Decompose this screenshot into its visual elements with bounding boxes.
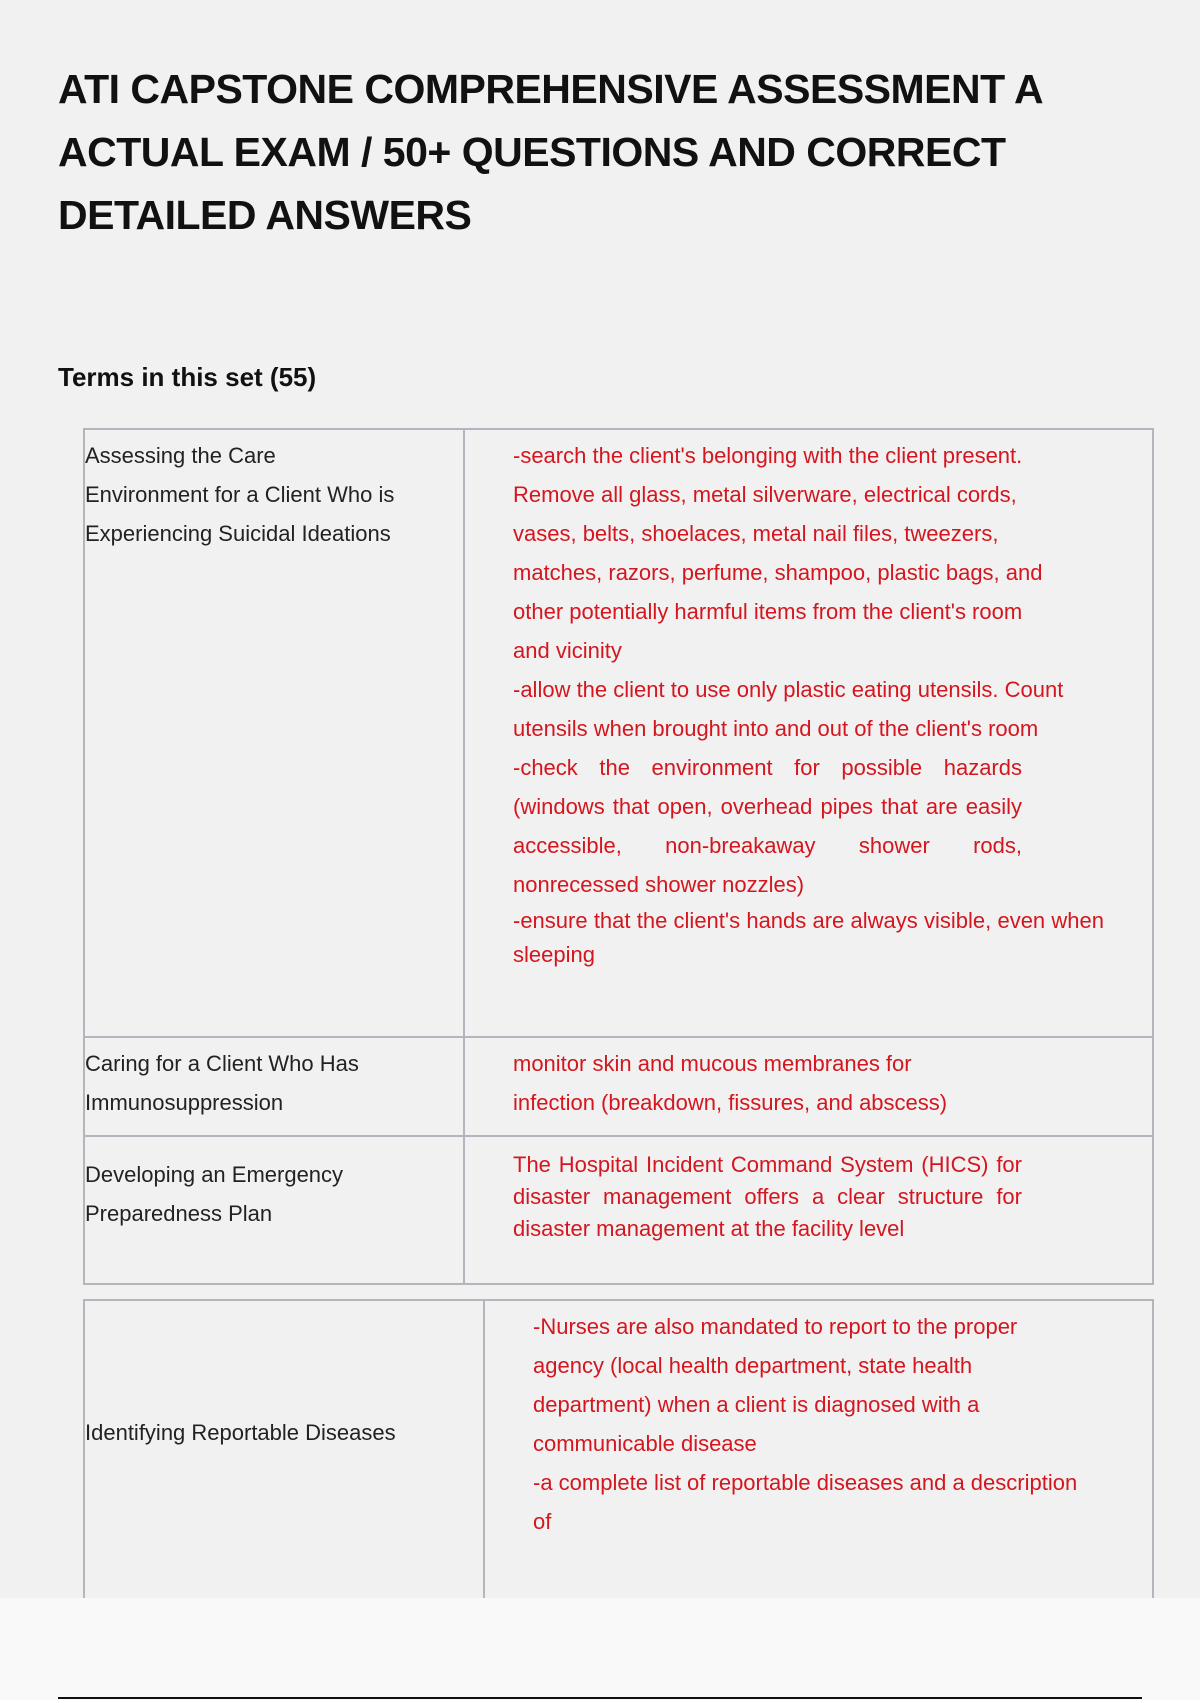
card-term: Caring for a Client Who Has Immunosuppression (84, 1037, 464, 1136)
definition-line: -check the environment for possible hazards (windows that open, overhead pipes that are easily accessible, non-breakaway shower rods, nonrecessed shower nozzles) (513, 755, 1022, 897)
card-term: Assessing the Care Environment for a Client Who is Experiencing Suicidal Ideations (84, 429, 464, 1037)
definition-line: -ensure that the client's hands are always visible, even when sleeping (513, 908, 1104, 967)
terms-count-heading: Terms in this set (55) (58, 362, 317, 392)
definition-line: monitor skin and mucous membranes for infection (breakdown, fissures, and abscess) (513, 1051, 948, 1115)
card-term: Developing an Emergency Preparedness Plan (84, 1136, 464, 1284)
card-definition (464, 429, 1153, 1037)
definition-line: -a complete list of reportable diseases and a description of (533, 1470, 1078, 1534)
card-term: Identifying Reportable Diseases (84, 1300, 484, 1653)
card-definition (464, 1037, 1153, 1136)
definition-line: -search the client's belonging with the client present. Remove all glass, metal silverware, electrical cords, vases, belts, shoelaces, metal nail files, tweezers, matches, razors, perfume, shampoo, plastic bags, and other potentially harmful items from the client's room and vicinity (513, 443, 1043, 663)
definition-line: -Nurses are also mandated to report to the proper agency (local health department, state health department) when a client is diagnosed with a communicable disease (533, 1314, 1018, 1456)
flashcard-row (84, 1037, 1153, 1136)
definition-line: The Hospital Incident Command System (HICS) for disaster management offers a clear structure for disaster management at the facility level (513, 1152, 1022, 1241)
card-definition (464, 1136, 1153, 1284)
flashcard-row (84, 1136, 1153, 1284)
footer-area (0, 1598, 1200, 1700)
document-title: ATI CAPSTONE COMPREHENSIVE ASSESSMENT A ACTUAL EXAM / 50+ QUESTIONS AND CORRECT DETAILED ANSWERS (58, 66, 1042, 238)
definition-line: -allow the client to use only plastic eating utensils. Count utensils when brought into and out of the client's room (513, 677, 1064, 741)
flashcard-row (84, 429, 1153, 1037)
footer-divider (58, 1697, 1142, 1699)
flashcard-table (83, 428, 1154, 1285)
